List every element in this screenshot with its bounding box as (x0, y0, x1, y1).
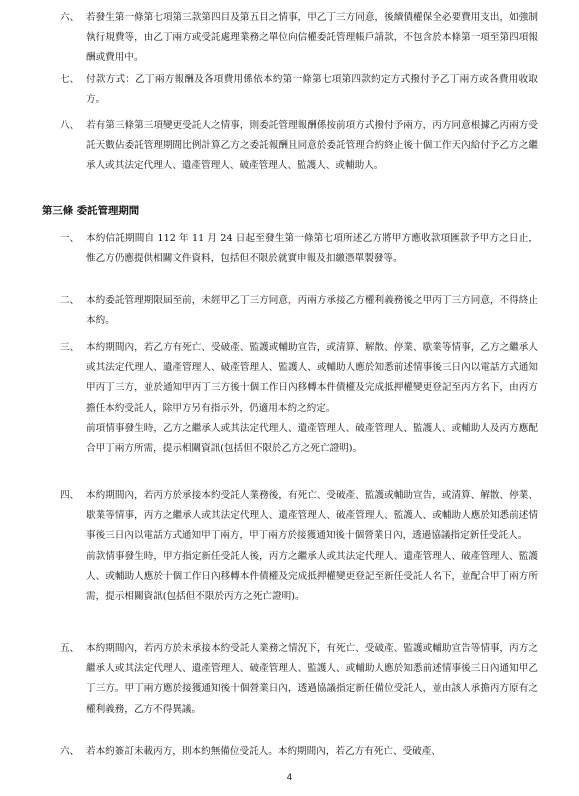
item-number: 二、 (60, 295, 80, 306)
highlighted-comma: ， (287, 295, 298, 306)
item-text: 前款情事發生時，甲方指定新任受託人後，丙方之繼承人或其法定代理人、遺產管理人、破產管理人、監護人、或輔助人應於十個工作日內移轉本件債權及完成抵押權變更登記至新任受託人名下，並配合甲丁兩方所需，提示相關資訊(包括但不限於丙方之死亡證明)。 (86, 550, 538, 603)
item-text: 本約信託期間自 112 年 11 月 24 日起至發生第一條第七項所述乙方將甲方應收款項匯款予甲方之日止，惟乙方仍應提供相關文件資料，包括但不限於就實申報及扣繳憑單製發等。 (86, 233, 538, 265)
item-number: 四、 (60, 490, 80, 501)
item-number: 五、 (60, 643, 80, 654)
article-item-4 (60, 486, 538, 607)
article-item-1 (60, 229, 538, 269)
article-heading: 第三條 委託管理期間 (42, 205, 140, 217)
clause-seven (60, 70, 538, 110)
item-number: 六、 (60, 746, 80, 757)
item-text: 本約期間內，若丙方於承接本約受託人業務後，有死亡、受破產、監護或輔助宣告，或清算、解散、停業、歇業等情事，丙方之繼承人或其法定代理人、遺產管理人、破產管理人、監護人、或輔助人應於知悉前述情事後三日內以電話方式通知甲丁兩方，甲丁兩方於接獲通知後十個營業日內，透過協議指定新任受託人。 (86, 490, 538, 542)
article-item-3 (60, 338, 538, 459)
item-text: 本約期間內，若乙方有死亡、受破產、監護或輔助宣告，或清算、解散、停業、歇業等情事，乙方之繼承人或其法定代理人、遺產管理人、破產管理人、監護人、或輔助人應於知悉前述情事後三日內以電話方式通知甲丙丁三方，並於通知甲丙丁三方後十個工作日內移轉本件債權及完成抵押權變更登記至丙方名下，由丙方擔任本約受託人，除甲方另有指示外，仍適用本約之約定。 (86, 342, 538, 414)
clause-text: 若發生第一條第七項第三款第四目及第五目之情事，甲乙丁三方同意，後續債權保全必要費用支出，如強制執行規費等，由乙丁兩方或受託處理業務之單位向信權委託管理帳戶請款，不包含於本條第一項至第四項報酬或費用中。 (86, 12, 538, 64)
item-text-after: 丙兩方承接乙方權利義務後之甲丙丁三方同意，不得終止本約。 (86, 295, 539, 327)
clause-eight (60, 116, 538, 177)
article-item-6 (60, 742, 538, 762)
item-text: 本約期間內，若丙方於未承接本約受託人業務之情況下，有死亡、受破產、監護或輔助宣告等情事，丙方之繼承人或其法定代理人、遺產管理人、破產管理人、監護人、或輔助人應於知悉前述情事後三日內通知甲乙丁三方。甲丁兩方應於接獲通知後十個營業日內，透過協議指定新任備位受託人，並由該人承擔丙方原有之權利義務，乙方不得異議。 (86, 643, 538, 715)
article-item-5 (60, 639, 538, 720)
item-number: 三、 (60, 342, 80, 353)
clause-text: 付款方式：乙丁兩方報酬及各項費用係依本約第一條第七項第四款約定方式撥付予乙丁兩方或各費用收取方。 (86, 74, 538, 106)
page-number: 4 (286, 773, 293, 783)
item-number: 一、 (60, 233, 80, 244)
item-text: 前項情事發生時，乙方之繼承人或其法定代理人、遺產管理人、破產管理人、監護人、或輔助人及丙方應配合甲丁兩方所需，提示相關資訊(包括但不限於乙方之死亡證明)。 (86, 422, 538, 455)
clause-number: 六、 (60, 12, 80, 23)
item-text-before: 本約委託管理期限屆至前，未經甲乙丁三方同意 (86, 295, 288, 306)
clause-number: 七、 (60, 74, 80, 85)
clause-number: 八、 (60, 120, 80, 131)
clause-text: 若有第三條第三項變更受託人之情事，則委託管理報酬係按前項方式撥付予兩方，丙方同意根據乙丙兩方受託天數佔委託管理期間比例計算乙方之委託報酬且同意於委託管理合約終止後十個工作天內給付予乙方之繼承人或其法定代理人、遺產管理人、破產管理人、監護人、或輔助人。 (86, 120, 538, 172)
item-text (86, 291, 538, 331)
clause-six (60, 8, 538, 69)
item-text: 若本約簽訂未載丙方，則本約無備位受託人。本約期間內，若乙方有死亡、受破產、 (86, 746, 441, 757)
article-item-2 (60, 291, 538, 331)
